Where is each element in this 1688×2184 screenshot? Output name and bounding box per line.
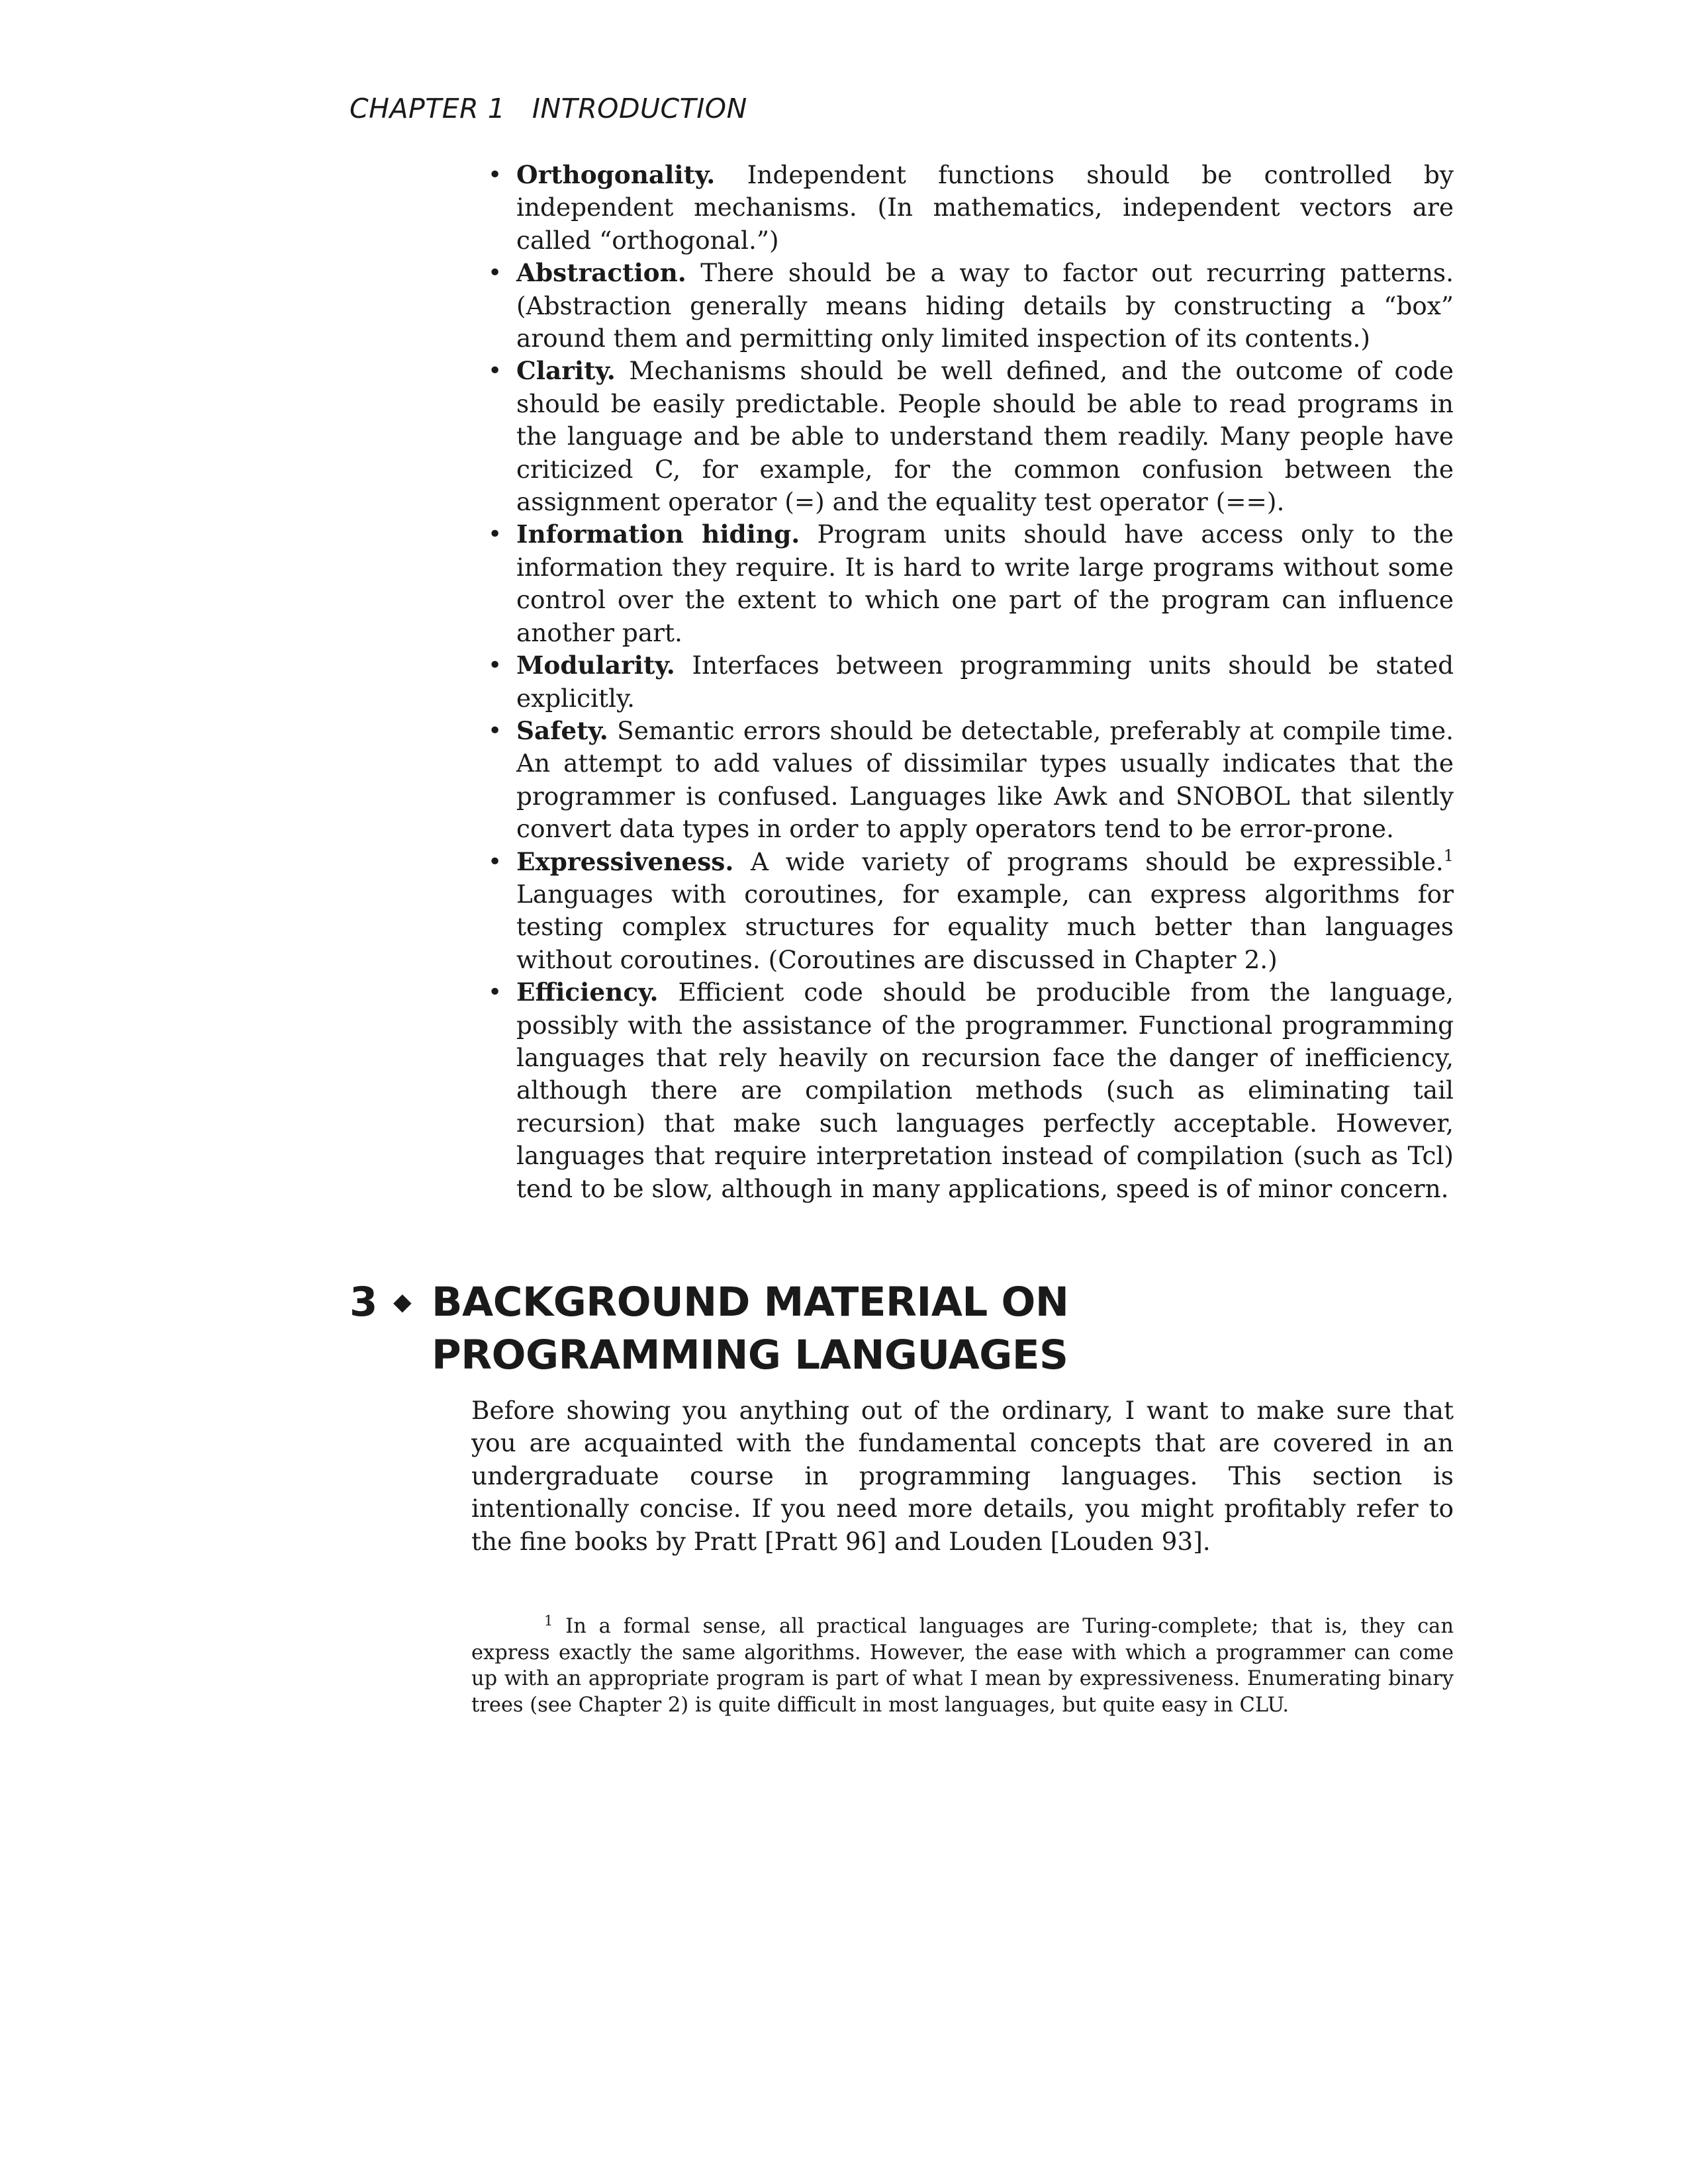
bullet-term: Orthogonality. — [516, 160, 716, 189]
list-item — [488, 715, 1454, 846]
footnote-mark: 1 — [544, 1613, 553, 1629]
running-head: CHAPTER 1 INTRODUCTION — [350, 93, 747, 124]
bullet-term: Safety. — [516, 715, 608, 745]
bullet-text: Efficient code should be producible from the language, possibly with the assistance of the programmer. Functional programming languages that rely heavily on recursion face the danger of inefficiency, although there are compilation methods (such as eliminating tail recursion) that make such languages perfectly acceptable. However, languages that require interpretation instead of compilation (such as Tcl) tend to be slow, although in many applications, speed is of minor concern. — [516, 978, 1454, 1203]
list-item — [488, 846, 1454, 977]
intro-paragraph: Before showing you anything out of the ordinary, I want to make sure that you are acquainted with the fundamental concepts that are covered in an undergraduate course in programming languages. This section is intentionally concise. If you need more details, you might profitably refer to the fine books by Pratt [Pratt 96] and Louden [Louden 93]. — [471, 1396, 1454, 1556]
bullet-term: Efficiency. — [516, 978, 659, 1007]
footnote-reference[interactable]: 1 — [1443, 846, 1454, 865]
bullet-icon: • — [488, 848, 502, 876]
bullet-text: A wide variety of programs should be expressible. — [751, 846, 1444, 876]
section-title — [432, 1276, 1425, 1382]
bullet-text-continued: Languages with coroutines, for example, can express algorithms for testing complex structures for equality much better than languages without coroutines. (Coroutines are discussed in Chapter 2.) — [516, 879, 1454, 974]
bullet-icon: • — [488, 259, 502, 287]
bullet-text: Interfaces between programming units should be stated explicitly. — [516, 651, 1454, 713]
list-item — [488, 159, 1454, 257]
bullet-term: Abstraction. — [516, 258, 686, 288]
list-item — [488, 976, 1454, 1205]
list-item — [488, 355, 1454, 518]
bullet-text: Program units should have access only to the information they require. It is hard to write large programs without some control over the extent to which one part of the program can influence another part. — [516, 520, 1454, 647]
footnote — [471, 1614, 1454, 1718]
bullet-term: Modularity. — [516, 651, 675, 680]
list-item — [488, 257, 1454, 355]
bullet-icon: • — [488, 717, 502, 745]
section-title-line: PROGRAMMING LANGUAGES — [432, 1332, 1068, 1379]
bullet-icon: • — [488, 979, 502, 1007]
bullet-term: Expressiveness. — [516, 846, 734, 876]
bullet-icon: • — [488, 357, 502, 385]
bullet-text: There should be a way to factor out recurring patterns. (Abstraction generally means hiding details by constructing a “box” around them and permitting only limited inspection of its contents.) — [516, 258, 1454, 353]
footnote-text: In a formal sense, all practical languages are Turing-complete; that is, they can express exactly the same algorithms. However, the ease with which a programmer can come up with an appropriate program is part of what I mean by expressiveness. Enumerating binary trees (see Chapter 2) is quite difficult in most languages, but quite easy in CLU. — [471, 1615, 1454, 1717]
diamond-icon: ◆ — [393, 1289, 412, 1316]
design-principles-list — [488, 159, 1454, 1205]
bullet-term: Information hiding. — [516, 520, 800, 549]
list-item — [488, 649, 1454, 715]
bullet-text: Mechanisms should be well defined, and the outcome of code should be easily predictable. People should be able to read programs in the language and be able to understand them readily. Many people have criticized C, for example, for the common confusion between the assignment operator (=) and the equality test operator (==). — [516, 356, 1454, 517]
bullet-icon: • — [488, 521, 502, 549]
list-item — [488, 518, 1454, 649]
bullet-icon: • — [488, 652, 502, 680]
bullet-text: Independent functions should be controlled by independent mechanisms. (In mathematics, independent vectors are called “orthogonal.”) — [516, 160, 1454, 255]
section-title-line: BACKGROUND MATERIAL ON — [432, 1279, 1069, 1326]
section-number: 3 — [350, 1279, 378, 1326]
bullet-icon: • — [488, 161, 502, 189]
bullet-text: Semantic errors should be detectable, preferably at compile time. An attempt to add values of dissimilar types usually indicates that the programmer is confused. Languages like Awk and SNOBOL that silently convert data types in order to apply operators tend to be error-prone. — [516, 715, 1454, 844]
bullet-term: Clarity. — [516, 356, 616, 386]
